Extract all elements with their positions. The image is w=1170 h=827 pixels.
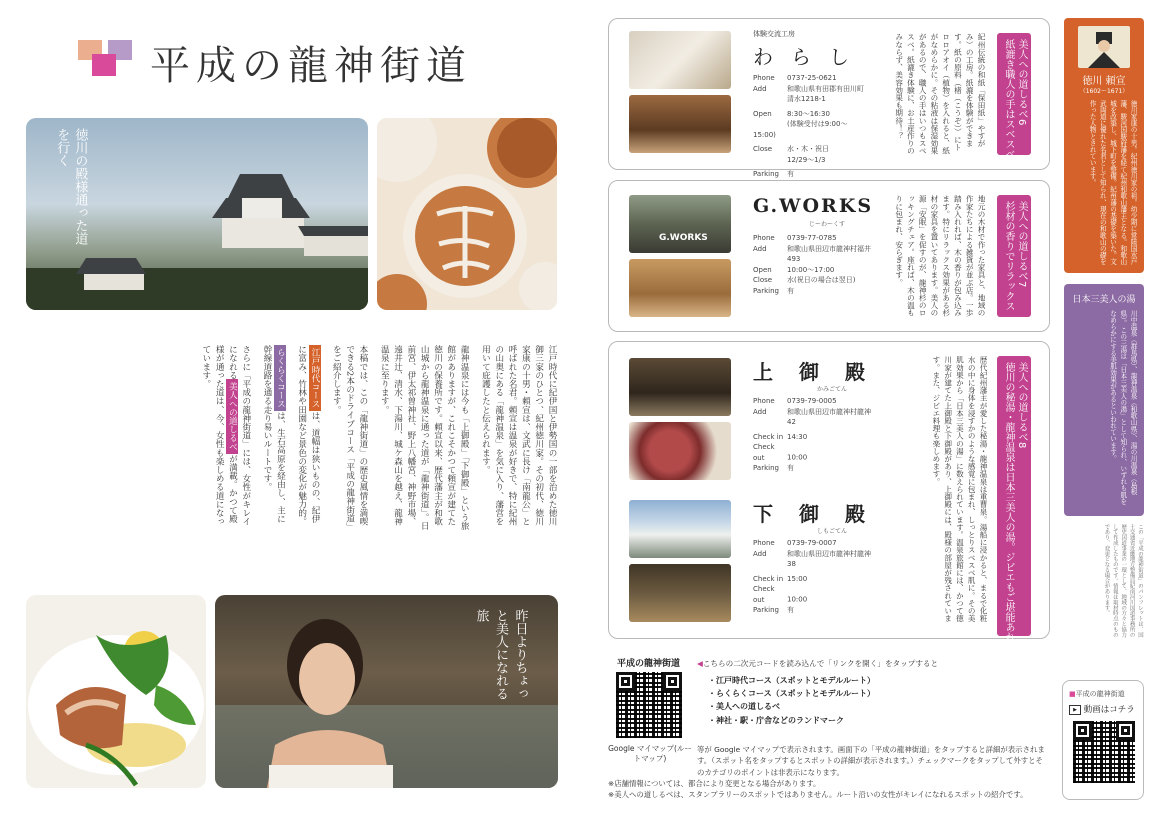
gworks-name: G.WORKS: [753, 195, 874, 217]
shimogoten-ruby: しもごてん: [817, 528, 848, 535]
person-years: （1602〜1671）: [1079, 88, 1129, 95]
warashi-name: わらし: [753, 45, 867, 69]
intro-text: [26, 345, 558, 530]
qr-note: 等が Google マイマップで表示されます。画面下の「平成の龍神街道」をタップすると詳細が表示されます。（スポット名をタップするとスポットの詳細が表示されます。）チェックマークをタップして外すとそのカテゴリのポイントは非表示になります。: [697, 745, 1045, 777]
manju-photo: [377, 118, 557, 310]
kamigoten-address: 和歌山県田辺市龍神村龍神42: [787, 407, 871, 426]
gworks-photo-1: G.WORKS: [629, 195, 731, 253]
video-brand: ■平成の龍神街道: [1069, 690, 1125, 698]
edo-course-text: は、道幅は狭いものの、紀伊に富み、竹林や田園など景色の変化が魅力的。: [296, 345, 320, 526]
list-item: ・美人への道しるべ: [708, 701, 780, 712]
shimogoten-phone: 0739-79-0007: [787, 539, 837, 547]
kamigoten-ruby: かみごてん: [817, 386, 848, 393]
video-label: ▶ 動画はコチラ: [1069, 703, 1135, 715]
warashi-address: 和歌山県有田郡有田川町清水1218-1: [787, 84, 864, 103]
shimogoten-name: 下御殿: [753, 502, 891, 526]
kamigoten-info: Phone 0739-79-0005 Add 和歌山県田辺市龍神村龍神42 Check in 14:30 Check out 10:00 Parking 有: [753, 397, 871, 472]
kamigoten-phone: 0739-79-0005: [787, 397, 837, 405]
raku-course-tag: らくらくコース: [274, 345, 286, 411]
onsen-info-box: [1064, 284, 1144, 516]
warashi-kicker: 体験交流工房: [753, 30, 795, 38]
credit-text: この「平成の龍神街道」のパンフレットは、国土交通省近畿地方整備局紀南河川国道事務所の歴史国道事業の一環として、地域の方々と協力して作成したものです。情報は取材時点のものであり、変更となる場合があります。: [1103, 524, 1143, 638]
logo-mark: [78, 40, 134, 80]
footnotes: [608, 778, 1027, 801]
list-item: ・江戸時代コース（スポットとモデルルート）: [708, 675, 875, 685]
warashi-info: Phone 0737-25-0621 Add 和歌山県有田郡有田川町清水1218-1 Open 8:30〜16:30 (体験受付は9:00〜15:00) Close 水・木・祝日 12/29〜1/3 Parking 有: [753, 74, 864, 178]
gworks-ruby: じーわーくす: [809, 221, 846, 228]
shop-card-goten: [608, 341, 1050, 652]
person-name: 徳川 頼宣: [1082, 76, 1126, 87]
gworks-photo-2: [629, 259, 731, 317]
raku-course-text: は、生石高原を経由し、主に幹線道路を通る走り易いルートです。: [262, 345, 286, 524]
shop-card-warashi: [608, 18, 1050, 178]
gworks-phone: 0739-77-0785: [787, 234, 837, 242]
shimogoten-photo-1: [629, 500, 731, 558]
kamigoten-name: 上御殿: [753, 360, 891, 384]
intro-paragraph-3: 本稿では、この「龍神街道」の歴史風情を満喫できる2本のドライブコース「平成の龍神街道」をご紹介します。: [331, 345, 368, 527]
qr-instruction: ◀こちらの二次元コードを読み込んで「リンクを開く」をタップすると: [697, 659, 939, 668]
footnote-1: ※店舗情報については、都合により変更となる場合があります。: [608, 779, 821, 788]
video-play-icon: ▶: [1069, 705, 1081, 715]
bijin-tag: 美人への道しるべ: [226, 379, 238, 454]
kamigoten-photo-1: [629, 358, 731, 416]
bijin-post-text: が満載。かつて殿様が通った道は、今、女性も楽しめる道になっています。: [200, 345, 238, 526]
intro-paragraph-1: 江戸時代に紀伊国と伊勢国の一部を治めた徳川御三家のひとつ、紀州徳川家。その初代、徳川家康の十男・頼宣は、文武に長け「南龍公」と呼ばれた名君。頼宣は温泉が好きで、特に紀州の山奥にある「龍神温泉」を気に入り、藩営を用いて庇護したと伝えられます。: [480, 345, 557, 526]
edo-course-tag: 江戸時代コース: [309, 345, 321, 411]
castle-photo: [26, 118, 368, 310]
onsen-box-title: 日本三美人の湯: [1072, 295, 1136, 305]
warashi-description: 紀州伝統の和紙「保田紙」やすがみ）の工房。紙漉を体験ができます。紙の原料（楮（こうぞ））にトロロアオイ（植物）を入れると、紙がなめらかに。その粘液は保湿効果があるので、職人の手はいつもスベスベ。紙漉き体験に、お土産作りのみならず、美容効果も期待！？: [894, 33, 986, 155]
warashi-bijin-tag: 美人への道しるべ6 紙漉き職人の手はスベスベ？: [997, 33, 1031, 155]
warashi-photo-2: [629, 95, 731, 153]
person-box: [1064, 18, 1144, 273]
gworks-description: 地元の木材で作った家具と、地域の作家たちによる雑貨が並ぶ店。一歩踏み入れれば、木の香りが包み込みます。特にリラックス効果がある杉材の家具を置いてあります。美人の源「安眠」を促すのが、龍神杉のロッキングチェア。座れば、木の温もりに包まれ、安らぎます。: [894, 195, 986, 317]
onsen-caption: 昨日よりちょっと美人になれる旅: [473, 609, 528, 700]
map-qr-code[interactable]: [616, 672, 682, 738]
goten-description: 歴代紀州藩主が愛した秘湯・龍神温泉は重曹泉。湯船に浸かると、まるで化粧水の中に身体を浸すかのような感覚に包まれ、しっとりスベスベ肌に。その美肌効果から「日本三美人の湯」に数えられています。温泉旅館には、かつて徳川家が建てた上御殿と下御殿があり、上御殿には、殿様の部屋が残されています。また、ジビエ料理も楽しめます。: [931, 356, 988, 622]
gworks-address: 和歌山県田辺市龍神村福井493: [787, 244, 871, 263]
qr-item-list: [708, 674, 875, 727]
person-portrait: [1078, 26, 1130, 68]
goten-bijin-tag: 美人への道しるべ8 徳川の秘湯・龍神温泉は日本三美人の湯。ジビエもご堪能あれ。: [997, 356, 1031, 636]
pointer-arrow-icon: ◀: [697, 659, 703, 668]
intro-paragraph-2: 龍神温泉には今も「上御殿」「下御殿」という旅館がありますが、これこそかつて頼宣が建てた徳川の保養所です。頼宣以来、歴代藩主が和歌山城から龍神温泉に通った道が「龍神街道」。日前宮、伊太祁曽神社、野上八幡宮、神野市場、遠井辻、清水、下湯川、城ケ森山を越え、龍神温泉に至ります。: [379, 345, 470, 530]
warashi-phone: 0737-25-0621: [787, 74, 837, 82]
page-title: 平成の龍神街道: [150, 43, 472, 89]
warashi-photo-1: [629, 31, 731, 89]
castle-caption: 徳川の殿様通った道を行く: [54, 128, 88, 245]
person-text: 徳川家康の十男。紀州徳川家の祖。幼少期に常陸国水戸藩、駿河国駿府藩を経て紀州和歌山藩主となる。和歌山城を改築し、城下町を整備。紀州藩の基礎を築いた。文武両道に優れた名君として知られ、現在の和歌山の礎を作った人物とされています。: [1088, 100, 1137, 265]
video-qr-code[interactable]: [1073, 721, 1135, 783]
gworks-bijin-tag: 美人への道しるべ7 杉材の香りでリラックス: [997, 195, 1031, 317]
onsen-box-text: 川中温泉（群馬県）、龍神温泉（和歌山県）、湯の川温泉（島根県）。この三湯は「日本三美人の湯」として知られ、いずれも肌をなめらかにする美肌効果があるといわれています。: [1108, 310, 1137, 505]
onsen-woman-photo: [215, 595, 558, 788]
qr-label: Google マイマップ(ルートマップ): [608, 744, 692, 763]
qr-heading: 平成の龍神街道: [617, 659, 681, 669]
kamigoten-photo-2: [629, 422, 731, 480]
list-item: ・らくらくコース（スポットとモデルルート）: [708, 688, 875, 699]
gworks-info: Phone 0739-77-0785 Add 和歌山県田辺市龍神村福井493 Open 10:00〜17:00 Close 水(祝日の場合は翌日) Parking 有: [753, 234, 871, 295]
shimogoten-photo-2: [629, 564, 731, 622]
shimogoten-address: 和歌山県田辺市龍神村龍神38: [787, 549, 871, 568]
video-box: [1062, 680, 1144, 800]
list-item: ・神社・駅・庁舎などのランドマーク: [708, 714, 844, 725]
footnote-2: ※美人への道しるべは、スタンプラリーのスポットではありません。ルート沿いの女性がキレイになれるスポットの紹介です。: [608, 790, 1028, 800]
shimogoten-info: Phone 0739-79-0007 Add 和歌山県田辺市龍神村龍神38 Check in 15:00 Check out 10:00 Parking 有: [753, 539, 871, 614]
bijin-pre-text: さらに「平成の龍神街道」には、女性がキレイになれる: [227, 345, 251, 526]
logo-mark-small: ■: [1069, 690, 1076, 698]
shop-card-gworks: [608, 180, 1050, 332]
food-photo: [26, 595, 206, 788]
